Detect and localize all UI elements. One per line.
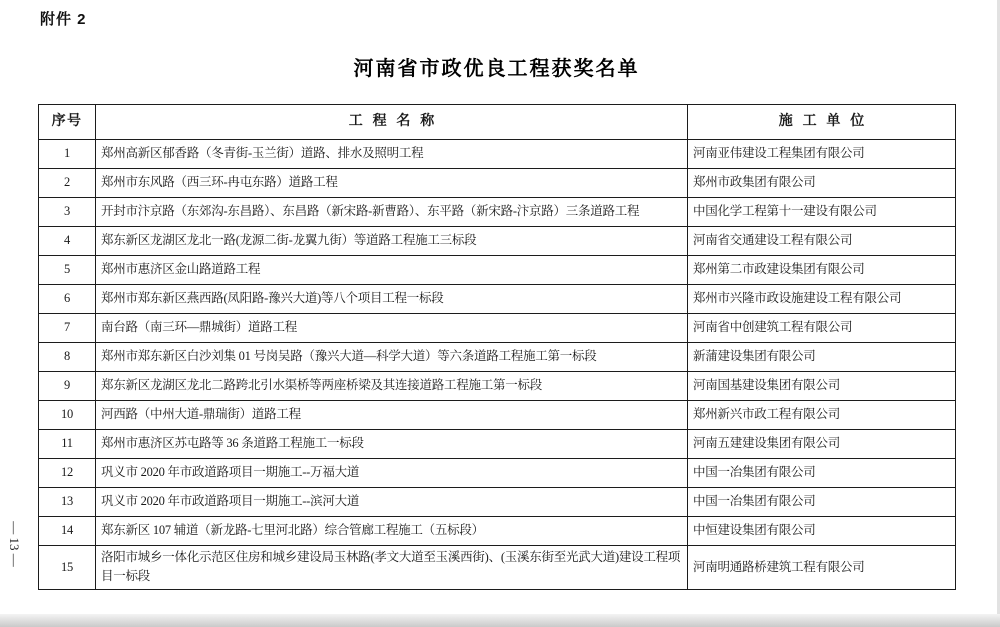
company-name-cell: 郑州市兴隆市政设施建设工程有限公司 [688, 285, 956, 314]
header-construction-unit: 施工单位 [688, 105, 956, 140]
project-name-cell: 郑州高新区郁香路（冬青街-玉兰街）道路、排水及照明工程 [96, 140, 688, 169]
row-number-cell: 14 [39, 517, 96, 546]
company-name-cell: 河南国基建设集团有限公司 [688, 372, 956, 401]
table-row [39, 256, 956, 285]
company-name-cell: 河南五建建设集团有限公司 [688, 430, 956, 459]
table-row [39, 285, 956, 314]
project-name-cell: 郑东新区龙湖区龙北一路(龙源二街-龙翼九街）等道路工程施工三标段 [96, 227, 688, 256]
row-number-cell: 6 [39, 285, 96, 314]
row-number-cell: 11 [39, 430, 96, 459]
project-name-cell: 洛阳市城乡一体化示范区住房和城乡建设局玉林路(孝文大道至玉溪西街)、(玉溪东街至光武大道)建设工程项目一标段 [96, 546, 688, 590]
row-number-cell: 4 [39, 227, 96, 256]
project-name-cell: 郑州市郑东新区燕西路(凤阳路-豫兴大道)等八个项目工程一标段 [96, 285, 688, 314]
table-row [39, 401, 956, 430]
company-name-cell: 郑州新兴市政工程有限公司 [688, 401, 956, 430]
project-name-cell: 郑东新区龙湖区龙北二路跨北引水渠桥等两座桥梁及其连接道路工程施工第一标段 [96, 372, 688, 401]
header-project-name: 工程名称 [96, 105, 688, 140]
company-name-cell: 中国化学工程第十一建设有限公司 [688, 198, 956, 227]
table-row [39, 140, 956, 169]
project-name-cell: 郑州市东风路（西三环-冉屯东路）道路工程 [96, 169, 688, 198]
award-table [38, 104, 956, 590]
company-name-cell: 中恒建设集团有限公司 [688, 517, 956, 546]
table-row [39, 169, 956, 198]
row-number-cell: 10 [39, 401, 96, 430]
table-row [39, 227, 956, 256]
table-row [39, 488, 956, 517]
project-name-cell: 巩义市 2020 年市政道路项目一期施工--万福大道 [96, 459, 688, 488]
project-name-cell: 巩义市 2020 年市政道路项目一期施工--滨河大道 [96, 488, 688, 517]
row-number-cell: 5 [39, 256, 96, 285]
table-row [39, 372, 956, 401]
company-name-cell: 河南省交通建设工程有限公司 [688, 227, 956, 256]
table-body [39, 140, 956, 590]
company-name-cell: 郑州市政集团有限公司 [688, 169, 956, 198]
company-name-cell: 郑州第二市政建设集团有限公司 [688, 256, 956, 285]
table-row [39, 343, 956, 372]
page-title: 河南省市政优良工程获奖名单 [353, 58, 640, 80]
table-row [39, 314, 956, 343]
project-name-cell: 郑东新区 107 辅道（新龙路-七里河北路）综合管廊工程施工（五标段） [96, 517, 688, 546]
project-name-cell: 郑州市惠济区苏屯路等 36 条道路工程施工一标段 [96, 430, 688, 459]
scan-edge-bottom [0, 614, 1000, 627]
project-name-cell: 南台路（南三环—鼎城街）道路工程 [96, 314, 688, 343]
table-row [39, 546, 956, 590]
row-number-cell: 7 [39, 314, 96, 343]
row-number-cell: 2 [39, 169, 96, 198]
attachment-label: 附件 2 [40, 11, 87, 28]
header-serial-number: 序号 [39, 105, 96, 140]
row-number-cell: 9 [39, 372, 96, 401]
row-number-cell: 13 [39, 488, 96, 517]
table-header-row [39, 105, 956, 140]
table-row [39, 430, 956, 459]
company-name-cell: 中国一冶集团有限公司 [688, 459, 956, 488]
table-row [39, 198, 956, 227]
company-name-cell: 河南省中创建筑工程有限公司 [688, 314, 956, 343]
project-name-cell: 开封市汴京路（东郊沟-东昌路）、东昌路（新宋路-新曹路）、东平路（新宋路-汴京路）三条道路工程 [96, 198, 688, 227]
row-number-cell: 8 [39, 343, 96, 372]
page-number: — 13 — [7, 521, 22, 567]
row-number-cell: 1 [39, 140, 96, 169]
company-name-cell: 河南亚伟建设工程集团有限公司 [688, 140, 956, 169]
table-header [39, 105, 956, 140]
row-number-cell: 3 [39, 198, 96, 227]
project-name-cell: 河西路（中州大道-鼎瑞街）道路工程 [96, 401, 688, 430]
table-row [39, 517, 956, 546]
table-row [39, 459, 956, 488]
project-name-cell: 郑州市惠济区金山路道路工程 [96, 256, 688, 285]
company-name-cell: 新蒲建设集团有限公司 [688, 343, 956, 372]
row-number-cell: 12 [39, 459, 96, 488]
company-name-cell: 中国一冶集团有限公司 [688, 488, 956, 517]
company-name-cell: 河南明通路桥建筑工程有限公司 [688, 546, 956, 590]
row-number-cell: 15 [39, 546, 96, 590]
project-name-cell: 郑州市郑东新区白沙刘集 01 号岗吴路（豫兴大道—科学大道）等六条道路工程施工第一标段 [96, 343, 688, 372]
